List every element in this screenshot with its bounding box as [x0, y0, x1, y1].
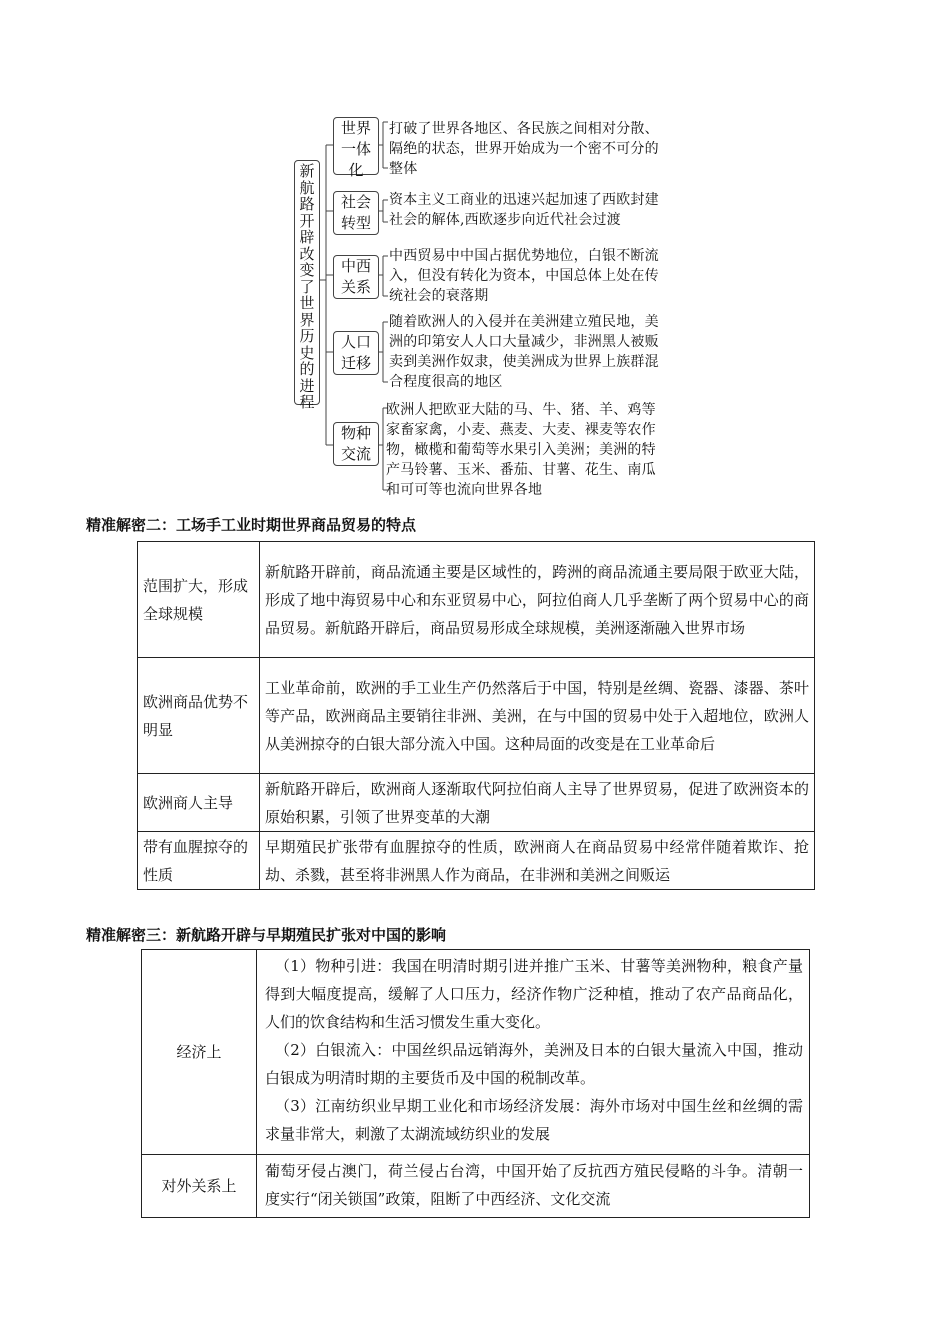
table-row — [138, 774, 815, 832]
branch-text-species-exchange: 欧洲人把欧亚大陆的马、牛、猪、羊、鸡等家畜家禽，小麦、燕麦、大麦、裸麦等农作物，橄榄和葡萄等水果引入美洲；美洲的特产马铃薯、玉米、番茄、甘薯、花生、南瓜和可可等也流向世界各地 — [386, 402, 656, 498]
row-content: 新航路开辟后，欧洲商人逐渐取代阿拉伯商人主导了世界贸易，促进了欧洲资本的原始积累，引领了世界变革的大潮 — [260, 774, 815, 832]
row-label: 经济上 — [142, 950, 257, 1155]
branch-text-migration: 随着欧洲人的入侵并在美洲建立殖民地，美洲的印第安人人口大量减少，非洲黑人被贩卖到美洲作奴隶，使美洲成为世界上族群混合程度很高的地区 — [389, 314, 659, 390]
table-row — [142, 1155, 810, 1218]
branch-text-sino-west: 中西贸易中中国占据优势地位，白银不断流入，但没有转化为资本，中国总体上处在传统社会的衰落期 — [389, 248, 659, 304]
branch-label-social-transition: 社会转型 — [333, 191, 379, 235]
row-label: 欧洲商品优势不明显 — [138, 658, 260, 774]
row-content — [257, 1155, 810, 1218]
table-row — [138, 542, 815, 658]
mindmap-root: 新航路开辟改变了世界历史的进程 — [294, 160, 320, 405]
section3-title: 精准解密三：新航路开辟与早期殖民扩张对中国的影响 — [86, 926, 447, 944]
table-row — [138, 832, 815, 890]
table-row — [142, 950, 810, 1155]
section2-title: 精准解密二：工场手工业时期世界商品贸易的特点 — [86, 516, 417, 534]
section2-table — [137, 541, 815, 890]
branch-label-species-exchange: 物种交流 — [333, 422, 379, 466]
row-content: 早期殖民扩张带有血腥掠夺的性质，欧洲商人在商品贸易中经常伴随着欺诈、抢劫、杀戮，甚至将非洲黑人作为商品，在非洲和美洲之间贩运 — [260, 832, 815, 890]
row-label: 范围扩大，形成全球规模 — [138, 542, 260, 658]
table-row — [138, 658, 815, 774]
paragraph: 葡萄牙侵占澳门，荷兰侵占台湾，中国开始了反抗西方殖民侵略的斗争。清朝一度实行“闭关锁国”政策，阻断了中西经济、文化交流 — [265, 1162, 803, 1208]
row-label: 对外关系上 — [142, 1155, 257, 1218]
branch-text-world-integration: 打破了世界各地区、各民族之间相对分散、隔绝的状态，世界开始成为一个密不可分的整体 — [389, 121, 659, 177]
row-content — [257, 950, 810, 1155]
branch-text-social-transition: 资本主义工商业的迅速兴起加速了西欧封建社会的解体,西欧逐步向近代社会过渡 — [389, 192, 659, 228]
row-label: 欧洲商人主导 — [138, 774, 260, 832]
paragraph: （2）白银流入：中国丝织品远销海外，美洲及日本的白银大量流入中国，推动白银成为明清时期的主要货币及中国的税制改革。 — [265, 1041, 803, 1087]
branch-label-sino-west: 中西关系 — [333, 255, 379, 299]
paragraph: （3）江南纺织业早期工业化和市场经济发展：海外市场对中国生丝和丝绸的需求量非常大，刺激了太湖流域纺织业的发展 — [265, 1097, 803, 1143]
section3-table — [141, 949, 810, 1218]
branch-label-world-integration: 世界一体化 — [333, 117, 379, 175]
row-content: 工业革命前，欧洲的手工业生产仍然落后于中国，特别是丝绸、瓷器、漆器、茶叶等产品，欧洲商品主要销往非洲、美洲，在与中国的贸易中处于入超地位，欧洲人从美洲掠夺的白银大部分流入中国。这种局面的改变是在工业革命后 — [260, 658, 815, 774]
row-content: 新航路开辟前，商品流通主要是区域性的，跨洲的商品流通主要局限于欧亚大陆，形成了地中海贸易中心和东亚贸易中心，阿拉伯商人几乎垄断了两个贸易中心的商品贸易。新航路开辟后，商品贸易形成全球规模，美洲逐渐融入世界市场 — [260, 542, 815, 658]
branch-label-migration: 人口迁移 — [333, 331, 379, 375]
paragraph: （1）物种引进：我国在明清时期引进并推广玉米、甘薯等美洲物种，粮食产量得到大幅度提高，缓解了人口压力，经济作物广泛种植，推动了农产品商品化，人们的饮食结构和生活习惯发生重大变化。 — [265, 957, 803, 1031]
row-label: 带有血腥掠夺的性质 — [138, 832, 260, 890]
